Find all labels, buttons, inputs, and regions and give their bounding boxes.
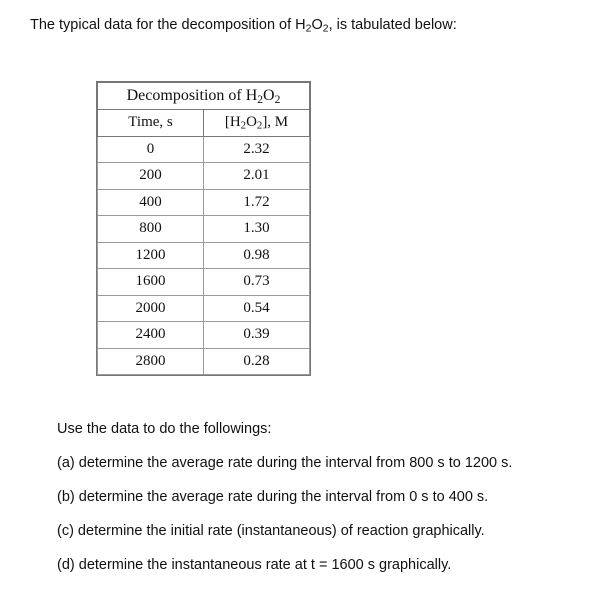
task-a: (a) determine the average rate during the interval from 800 s to 1200 s. [57,455,513,471]
concentration-header [204,110,310,137]
concentration-cell: 0.73 [204,269,310,296]
subscript: 2 [257,93,264,106]
table-header-row [98,110,310,137]
concentration-cell: 1.30 [204,216,310,243]
table-row [98,348,310,375]
table-caption [98,83,310,110]
table-row [98,322,310,349]
table-row [98,136,310,163]
table-row [98,163,310,190]
caption-text: O [263,87,275,104]
time-cell: 2800 [98,348,204,375]
concentration-cell: 2.32 [204,136,310,163]
time-cell: 1600 [98,269,204,296]
time-cell: 0 [98,136,204,163]
time-cell: 1200 [98,242,204,269]
time-cell: 800 [98,216,204,243]
intro-text-part: , is tabulated below: [328,17,457,33]
intro-text-part: The typical data for the decomposition of H [30,17,306,33]
task-lead: Use the data to do the followings: [57,421,272,437]
subscript: 2 [256,119,263,132]
concentration-cell: 0.28 [204,348,310,375]
table-row [98,295,310,322]
subscript: 2 [240,119,247,132]
subscript: 2 [274,93,281,106]
caption-text: Decomposition of H [126,87,258,104]
time-header: Time, s [98,110,204,137]
time-cell: 2000 [98,295,204,322]
time-cell: 200 [98,163,204,190]
task-list [57,421,512,591]
header-text: [H [224,114,241,131]
table-caption-row [98,83,310,110]
concentration-cell: 2.01 [204,163,310,190]
decomposition-table [97,82,310,375]
concentration-cell: 0.39 [204,322,310,349]
table-row [98,269,310,296]
table-row [98,242,310,269]
concentration-cell: 1.72 [204,189,310,216]
intro-text-part: O [311,17,323,33]
subscript: 2 [305,23,312,35]
subscript: 2 [322,23,329,35]
header-text: O [246,114,257,131]
task-c: (c) determine the initial rate (instantaneous) of reaction graphically. [57,523,485,539]
task-b: (b) determine the average rate during the interval from 0 s to 400 s. [57,489,489,505]
header-text: ], M [262,114,289,131]
table-row [98,189,310,216]
task-d: (d) determine the instantaneous rate at t = 1600 s graphically. [57,557,452,573]
concentration-cell: 0.98 [204,242,310,269]
time-cell: 400 [98,189,204,216]
intro-text [30,17,457,33]
concentration-cell: 0.54 [204,295,310,322]
table-row [98,216,310,243]
time-cell: 2400 [98,322,204,349]
